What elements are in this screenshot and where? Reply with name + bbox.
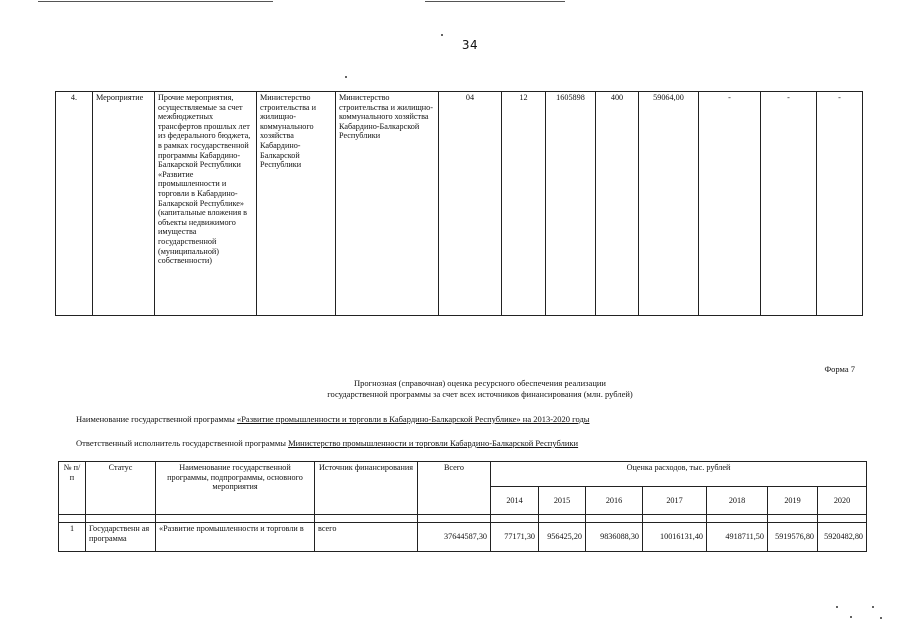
scan-speck: [836, 606, 838, 608]
row-total: 37644587,30: [418, 523, 491, 552]
scan-top-line-left: [38, 1, 273, 2]
row-value-2014: 77171,30: [491, 523, 539, 552]
activity-executor: Министерство строительства и жилищно-коммунального хозяйства Кабардино-Балкарской Республики: [257, 92, 336, 316]
executor-line: [76, 438, 578, 448]
scan-speck: [345, 76, 347, 78]
activity-num: 4.: [56, 92, 93, 316]
activity-name: Прочие мероприятия, осуществляемые за счет межбюджетных трансфертов прошлых лет из федерального бюджета, в рамках государственной программы Кабардино-Балкарской Республики «Развитие промышленности и торговли в Кабардино-Балкарской Республике» (капитальные вложения в объекты недвижимого имущества государственной (муниципальной) собственности): [155, 92, 257, 316]
row-value-2017: 10016131,40: [643, 523, 707, 552]
resource-data-row: [59, 523, 867, 552]
header-source: Источник финансирования: [315, 462, 418, 515]
activity-table: [55, 91, 863, 316]
header-num: № п/п: [59, 462, 86, 515]
header-estimate: Оценка расходов, тыс. рублей: [491, 462, 867, 487]
program-name-label: Наименование государственной программы: [76, 414, 237, 424]
heading: [280, 378, 680, 400]
row-source: всего: [315, 523, 418, 552]
row-num: 1: [59, 523, 86, 552]
activity-row: [56, 92, 863, 316]
heading-line-1: Прогнозная (справочная) оценка ресурсного обеспечения реализации: [354, 378, 606, 388]
header-year-2016: 2016: [586, 487, 643, 515]
resource-header-row-1: [59, 462, 867, 487]
activity-amount: 59064,00: [639, 92, 699, 316]
executor-label: Ответственный исполнитель государственной программы: [76, 438, 289, 448]
form-label: Форма 7: [824, 364, 855, 374]
scan-speck: [850, 616, 852, 618]
activity-csr: 1605898: [546, 92, 596, 316]
resource-spacer-row: [59, 515, 867, 523]
header-total: Всего: [418, 462, 491, 515]
activity-coexecutor: Министерство строительства и жилищно-коммунального хозяйства Кабардино-Балкарской Республики: [336, 92, 439, 316]
activity-col13: -: [817, 92, 863, 316]
scan-speck: [880, 617, 882, 619]
activity-rz: 04: [439, 92, 502, 316]
row-status: Государственн ая программа: [86, 523, 156, 552]
page-number: 34: [461, 38, 479, 52]
activity-pr: 12: [502, 92, 546, 316]
scan-top-line-right: [425, 1, 565, 2]
row-value-2020: 5920482,80: [818, 523, 867, 552]
header-year-2020: 2020: [818, 487, 867, 515]
row-value-2019: 5919576,80: [768, 523, 818, 552]
row-value-2015: 956425,20: [539, 523, 586, 552]
header-status: Статус: [86, 462, 156, 515]
row-value-2018: 4918711,50: [707, 523, 768, 552]
header-year-2019: 2019: [768, 487, 818, 515]
scan-speck: [872, 606, 874, 608]
header-name: Наименование государственной программы, подпрограммы, основного мероприятия: [156, 462, 315, 515]
row-name: «Развитие промышленности и торговли в: [156, 523, 315, 552]
resource-table: [58, 461, 867, 552]
header-year-2014: 2014: [491, 487, 539, 515]
activity-status: Мероприятие: [93, 92, 155, 316]
header-year-2018: 2018: [707, 487, 768, 515]
program-name-value: «Развитие промышленности и торговли в Кабардино-Балкарской Республике» на 2013-2020 годы: [236, 414, 590, 424]
header-year-2017: 2017: [643, 487, 707, 515]
activity-col12: -: [761, 92, 817, 316]
program-name-line: [76, 414, 589, 424]
activity-vr: 400: [596, 92, 639, 316]
row-value-2016: 9836088,30: [586, 523, 643, 552]
scan-speck: [441, 34, 443, 36]
header-year-2015: 2015: [539, 487, 586, 515]
executor-value: Министерство промышленности и торговли Кабардино-Балкарской Республики: [288, 438, 579, 448]
activity-col11: -: [699, 92, 761, 316]
heading-line-2: государственной программы за счет всех источников финансирования (млн. рублей): [327, 389, 633, 399]
